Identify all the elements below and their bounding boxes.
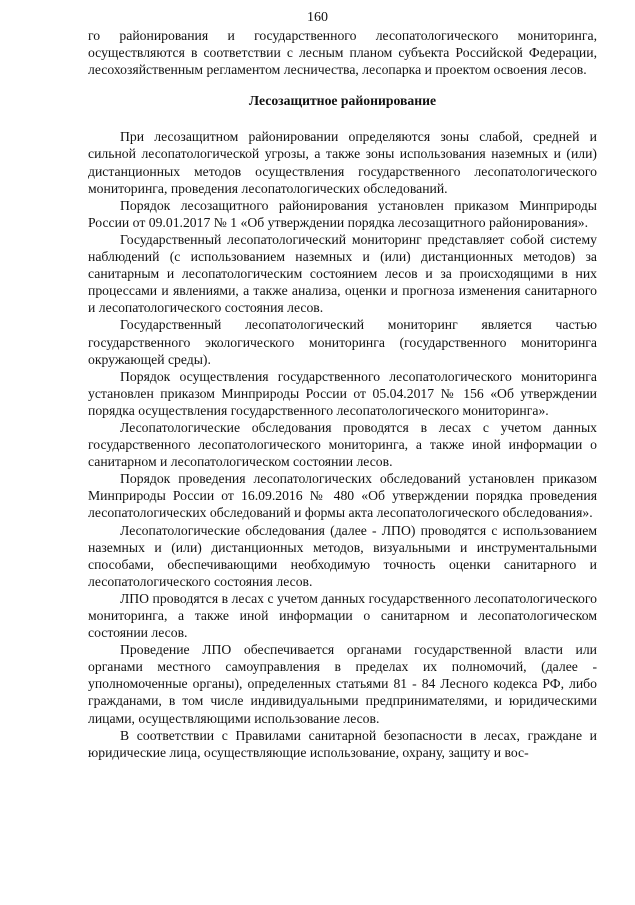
paragraph: Порядок проведения лесопатологических обследований установлен приказом Минприроды России от 16.09.2016 № 480 «Об утверждении порядка проведения лесопатологических обследований и формы акта лесопатологического обследования». — [88, 471, 597, 521]
paragraph: Лесопатологические обследования проводятся в лесах с учетом данных государственного лесопатологического мониторинга, а также иной информации о санитарном и лесопатологическом состоянии лесов. — [88, 419, 597, 470]
paragraph-continuation: го районирования и государственного лесопатологического мониторинга, осуществляются в соответствии с лесным планом субъекта Российской Федерации, лесохозяйственным регламентом лесничества, лесопарка и проектом освоения лесов. — [88, 28, 597, 78]
paragraph: В соответствии с Правилами санитарной безопасности в лесах, граждане и юридические лица, осуществляющие использование, охрану, защиту и вос- — [88, 727, 597, 760]
paragraph: Проведение ЛПО обеспечивается органами государственной власти или органами местного самоуправления в пределах их полномочий, (далее - уполномоченные органы), определенных статьями 81 - 84 Лесного кодекса РФ, либо гражданами, в том числе индивидуальными предпринимателями, и юридическими лицами, осуществляющими использование лесов. — [88, 642, 597, 726]
paragraph: ЛПО проводятся в лесах с учетом данных государственного лесопатологического мониторинга, а также иной информации о санитарном и лесопатологическом состоянии лесов. — [88, 590, 597, 641]
paragraph: Государственный лесопатологический мониторинг представляет собой систему наблюдений (с использованием наземных и (или) дистанционных методов) за санитарным и лесопатологическим состоянием лесов и за происходящими в них процессами и явлениями, а также анализа, оценки и прогноза изменения санитарного и лесопатологического состояния лесов. — [88, 231, 597, 316]
section-heading: Лесозащитное районирование — [248, 93, 437, 109]
paragraph: Порядок осуществления государственного лесопатологического мониторинга установлен приказом Минприроды России от 05.04.2017 № 156 «Об утверждении порядка осуществления государственного лесопатологического мониторинга». — [88, 368, 597, 418]
page-body — [88, 27, 597, 761]
paragraph: При лесозащитном районировании определяются зоны слабой, средней и сильной лесопатологической угрозы, а также зоны использования наземных и (или) дистанционных методов осуществления государственного лесопатологического мониторинга, проведения лесопатологических обследований. — [88, 129, 597, 196]
paragraph: Порядок лесозащитного районирования установлен приказом Минприроды России от 09.01.2017 № 1 «Об утверждении порядка лесозащитного районирования». — [88, 197, 597, 230]
paragraph: Государственный лесопатологический мониторинг является частью государственного экологического мониторинга (государственного мониторинга окружающей среды). — [88, 317, 597, 367]
page-number: 160 — [307, 10, 328, 25]
paragraph: Лесопатологические обследования (далее - ЛПО) проводятся с использованием наземных и (или) дистанционных методов, визуальными и инструментальными способами, обеспечивающими необходимую точность оценки санитарного и лесопатологического состояния лесов. — [88, 522, 597, 589]
